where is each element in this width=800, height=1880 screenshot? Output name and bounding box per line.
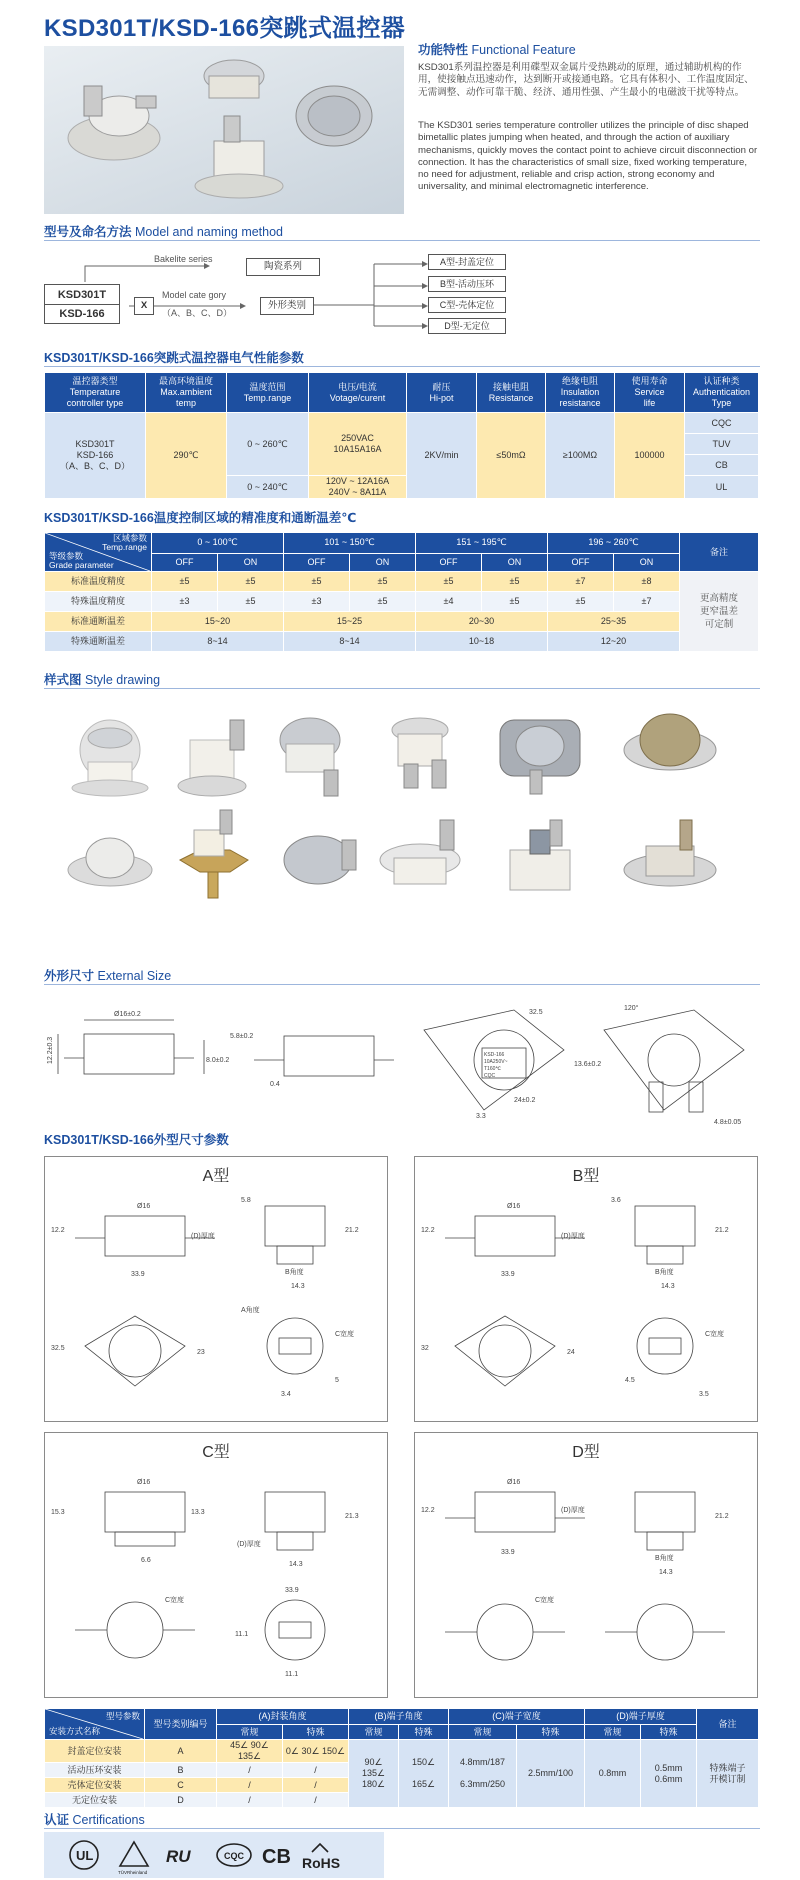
- params-row-a1: /: [217, 1778, 283, 1793]
- bakelite-series-label: Bakelite series: [154, 254, 213, 264]
- elec-cell-life: 100000: [615, 413, 685, 499]
- precision-cell: 8~14: [152, 632, 284, 652]
- style-heading-cn: 样式图: [44, 673, 82, 687]
- style-photo-11: [510, 820, 570, 890]
- dim-ext-1: 12.2±0.3: [47, 1036, 54, 1064]
- params-note-header: 备注: [697, 1709, 759, 1740]
- dim-b-4: 21.2: [715, 1227, 729, 1234]
- params-row-name: 活动压环安装: [45, 1763, 145, 1778]
- precision-row-label: 标准温度精度: [45, 572, 152, 592]
- model-ksd166: KSD-166: [59, 308, 105, 320]
- dim-c-5: (D)厚度: [237, 1541, 261, 1548]
- outline-panel-b: [414, 1156, 758, 1422]
- dim-b-3: (D)厚度: [561, 1233, 585, 1240]
- dim-ext-label-2: T160℃: [484, 1066, 502, 1072]
- precision-cell: ±3: [152, 592, 218, 612]
- naming-heading-en: Model and naming method: [135, 225, 284, 239]
- style-photo-2: [178, 720, 246, 796]
- features-heading: [418, 40, 576, 58]
- dim-b-5: 33.9: [501, 1271, 515, 1278]
- elec-cell-volt2: 120V ~ 12A16A 240V ~ 8A11A: [309, 476, 407, 499]
- dim-b-12: 3.5: [699, 1391, 709, 1398]
- dim-d-6: 14.3: [659, 1569, 673, 1576]
- dim-c-0: Ø16: [137, 1479, 151, 1486]
- features-text-cn: KSD301系列温控器是利用碟型双金属片受热跳动的原理，通过辅助机构的作用，使接触点迅速动作，达到断开或接通电路。它具有体积小、工作温度固定、无需调整、动作可靠干脆、经济、通用性强、产生最小的电磁波干扰等特点。: [418, 62, 754, 98]
- precision-range-4: 196 ~ 260℃: [548, 533, 680, 554]
- dim-c-3: 21.3: [345, 1513, 359, 1520]
- params-sub: 特殊: [283, 1725, 349, 1740]
- params-d-normal: 0.8mm: [585, 1740, 641, 1808]
- type-a-box: A型-封盖定位: [428, 254, 506, 270]
- dim-a-0: 12.2: [51, 1227, 65, 1234]
- params-sub: 特殊: [641, 1725, 697, 1740]
- elec-cell-insulation: ≥100MΩ: [546, 413, 615, 499]
- dim-b-7: 14.3: [661, 1283, 675, 1290]
- outline-panel-b-title: B型: [572, 1168, 600, 1185]
- params-row-code: C: [145, 1778, 217, 1793]
- dim-ext-3: 5.8±0.2: [230, 1033, 254, 1040]
- elec-cell-cert-cb: CB: [685, 455, 759, 476]
- params-sub: 特殊: [399, 1725, 449, 1740]
- params-row-a1: 45∠ 90∠ 135∠: [217, 1740, 283, 1763]
- certs-heading: [44, 1810, 145, 1828]
- dim-d-7: C宽度: [535, 1597, 555, 1604]
- params-row-a: [45, 1740, 759, 1763]
- dim-a-1: Ø16: [137, 1203, 151, 1210]
- dim-c-6: 14.3: [289, 1561, 303, 1568]
- type-d-box: D型-无定位: [428, 318, 506, 334]
- naming-diagram-lines: [44, 244, 644, 340]
- precision-off-4: OFF: [548, 553, 614, 571]
- dim-d-5: B角度: [655, 1555, 674, 1562]
- dim-ext-4: 0.4: [270, 1081, 280, 1088]
- precision-row-label: 标准通断温差: [45, 612, 152, 632]
- params-row-a2: 0∠ 30∠ 150∠: [283, 1740, 349, 1763]
- precision-note: 更高精度 更窄温差 可定制: [680, 572, 759, 652]
- certs-logo-strip: [44, 1832, 384, 1878]
- elec-cell-cert-tuv: TUV: [685, 434, 759, 455]
- params-note: 特殊端子 开模订制: [697, 1740, 759, 1808]
- features-text-en: The KSD301 series temperature controller utilizes the principle of disc shaped bimetallic plates jumping when heated, and through the action of auxiliary mechanisms, quickly moves the contact point to achieve circuit disconnection or connection. It has the characteristics of small size, fixed working temperature, no need for adjustment, reliable and crisp action, strong economy and universality, and minimal electromagnetic interference.: [418, 120, 758, 193]
- style-divider: [44, 688, 760, 689]
- dim-b-2: 12.2: [421, 1227, 435, 1234]
- params-c-normal: 4.8mm/187 6.3mm/250: [449, 1740, 517, 1808]
- dim-c-2: 13.3: [191, 1509, 205, 1516]
- dim-b-8: 32: [421, 1345, 429, 1352]
- params-table: [44, 1708, 758, 1805]
- dim-ext-2: 8.0±0.2: [206, 1057, 230, 1064]
- params-row-a1: /: [217, 1763, 283, 1778]
- dim-d-3: 21.2: [715, 1513, 729, 1520]
- dim-ext-label-3: CQC: [484, 1073, 496, 1079]
- style-photo-7: [68, 838, 152, 886]
- dim-b-9: 24: [567, 1349, 575, 1356]
- precision-cell: ±5: [284, 572, 350, 592]
- cqc-logo-icon: [217, 1844, 251, 1866]
- outline-panel-d: [414, 1432, 758, 1698]
- precision-range-2: 101 ~ 150℃: [284, 533, 416, 554]
- elec-cell-maxtemp: 290℃: [146, 413, 227, 499]
- dim-a-8: 32.5: [51, 1345, 65, 1352]
- precision-cell: 15~25: [284, 612, 416, 632]
- params-group-d: (D)端子厚度: [585, 1709, 697, 1725]
- precision-cell: 15~20: [152, 612, 284, 632]
- elec-heading: KSD301T/KSD-166突跳式温控器电气性能参数: [44, 351, 304, 365]
- precision-row-label: 特殊通断温差: [45, 632, 152, 652]
- outline-panel-d-drawing: [415, 1462, 759, 1692]
- params-corner-header: 型号参数 安装方式名称: [45, 1709, 145, 1740]
- precision-row-label: 特殊温度精度: [45, 592, 152, 612]
- style-photo-5: [500, 720, 580, 794]
- dim-c-1: 15.3: [51, 1509, 65, 1516]
- style-photo-1: [72, 720, 148, 796]
- precision-cell: ±5: [416, 572, 482, 592]
- params-row-a2: /: [283, 1793, 349, 1808]
- dim-c-4: 6.6: [141, 1557, 151, 1564]
- features-heading-en: Functional Feature: [471, 43, 576, 57]
- outline-panel-b-drawing: [415, 1186, 759, 1416]
- precision-row-spec-diff: [45, 632, 759, 652]
- elec-cell-resistance: ≤50mΩ: [477, 413, 546, 499]
- params-sub: 特殊: [517, 1725, 585, 1740]
- params-code-header: 型号类别编号: [145, 1709, 217, 1740]
- params-row-name: 壳体定位安装: [45, 1778, 145, 1793]
- precision-range-1: 0 ~ 100℃: [152, 533, 284, 554]
- certs-divider: [44, 1828, 760, 1829]
- dim-ext-6: 24±0.2: [514, 1097, 536, 1104]
- outline-heading: KSD301T/KSD-166外型尺寸参数: [44, 1133, 229, 1147]
- dim-a-9: 23: [197, 1349, 205, 1356]
- precision-cell: 12~20: [548, 632, 680, 652]
- precision-cell: ±5: [482, 592, 548, 612]
- elec-header-life: 使用寿命 Service life: [615, 373, 685, 413]
- elec-cell-volt1: 250VAC 10A15A16A: [309, 413, 407, 476]
- dim-b-6: B角度: [655, 1269, 674, 1276]
- style-photo-8: [180, 810, 248, 898]
- dim-b-10: C宽度: [705, 1331, 725, 1338]
- dim-ext-8: 120°: [624, 1005, 639, 1012]
- params-group-b: (B)端子角度: [349, 1709, 449, 1725]
- svg-text:CQC: CQC: [224, 1851, 244, 1861]
- precision-cell: ±8: [614, 572, 680, 592]
- dim-b-11: 4.5: [625, 1377, 635, 1384]
- elec-table: [44, 372, 758, 496]
- svg-text:CB: CB: [262, 1846, 291, 1868]
- precision-on-1: ON: [218, 553, 284, 571]
- outline-panel-d-title: D型: [572, 1444, 600, 1461]
- elec-header-maxtemp: 最高环境温度 Max.ambient temp: [146, 373, 227, 413]
- style-photo-10: [380, 820, 460, 884]
- precision-off-3: OFF: [416, 553, 482, 571]
- features-heading-cn: 功能特性: [418, 43, 469, 57]
- precision-off-1: OFF: [152, 553, 218, 571]
- outline-panel-a-drawing: [45, 1186, 389, 1416]
- dim-a-3: 5.8: [241, 1197, 251, 1204]
- style-photo-12: [624, 820, 716, 886]
- elec-header-hipot: 耐压 Hi-pot: [407, 373, 477, 413]
- elec-header-resistance: 接触电阻 Resistance: [477, 373, 546, 413]
- precision-cell: ±5: [218, 592, 284, 612]
- svg-text:RU: RU: [166, 1847, 191, 1866]
- external-heading-en: External Size: [97, 969, 172, 983]
- precision-range-3: 151 ~ 195℃: [416, 533, 548, 554]
- precision-cell: ±7: [548, 572, 614, 592]
- precision-cell: ±3: [284, 592, 350, 612]
- precision-cell: ±5: [218, 572, 284, 592]
- model-category-label: Model cate gory: [162, 290, 227, 300]
- external-size-drawing: [44, 990, 760, 1140]
- params-sub: 常规: [217, 1725, 283, 1740]
- params-sub: 常规: [449, 1725, 517, 1740]
- style-photo-grid: [60, 700, 760, 940]
- certs-heading-cn: 认证: [44, 1813, 70, 1827]
- tuv-logo-icon: [118, 1842, 148, 1875]
- certs-heading-en: Certifications: [72, 1813, 145, 1827]
- elec-header-range: 温度范围 Temp.range: [227, 373, 309, 413]
- ceramic-series-box: 陶瓷系列: [246, 258, 320, 276]
- precision-row-special: [45, 592, 759, 612]
- params-row-a2: /: [283, 1778, 349, 1793]
- style-photo-3: [280, 718, 340, 796]
- outline-panel-a: [44, 1156, 388, 1422]
- precision-row-std-diff: [45, 612, 759, 632]
- params-row-code: A: [145, 1740, 217, 1763]
- precision-cell: ±5: [350, 592, 416, 612]
- params-b-special: 150∠ 165∠: [399, 1740, 449, 1808]
- elec-cell-cert-ul: UL: [685, 476, 759, 499]
- outline-panel-c: [44, 1432, 388, 1698]
- dim-ext-5: 32.5: [529, 1009, 543, 1016]
- dim-c-8: 33.9: [285, 1587, 299, 1594]
- dim-a-7: 14.3: [291, 1283, 305, 1290]
- dim-ext-10: 4.8±0.05: [714, 1119, 742, 1126]
- outline-panel-a-title: A型: [202, 1168, 230, 1185]
- dim-a-2: (D)厚度: [191, 1233, 215, 1240]
- external-heading: [44, 966, 171, 984]
- dim-ext-label-1: 10A250V~: [484, 1059, 508, 1065]
- svg-text:RoHS: RoHS: [302, 1855, 341, 1871]
- rohs-logo-icon: [302, 1844, 340, 1871]
- precision-on-3: ON: [482, 553, 548, 571]
- elec-cell-range2: 0 ~ 240℃: [227, 476, 309, 499]
- ru-logo-icon: [166, 1847, 191, 1866]
- dim-a-4: 21.2: [345, 1227, 359, 1234]
- precision-cell: ±5: [152, 572, 218, 592]
- precision-corner-header: 区域参数 Temp.range 等级参数 Grade parameter: [45, 533, 152, 572]
- elec-header-type: 温控器类型 Temperature controller type: [45, 373, 146, 413]
- elec-cell-cert-cqc: CQC: [685, 413, 759, 434]
- dim-a-10: A角度: [241, 1307, 260, 1314]
- outline-panel-c-title: C型: [202, 1444, 230, 1461]
- params-row-a2: /: [283, 1763, 349, 1778]
- params-group-c: (C)端子宽度: [449, 1709, 585, 1725]
- dim-d-4: 33.9: [501, 1549, 515, 1556]
- model-ksd301t: KSD301T: [45, 285, 119, 305]
- style-photo-9: [284, 836, 356, 884]
- style-photo-4: [392, 718, 448, 788]
- shape-category-box: 外形类别: [260, 297, 314, 315]
- page-title: KSD301T/KSD-166突跳式温控器: [44, 15, 406, 42]
- dim-d-0: Ø16: [507, 1479, 521, 1486]
- precision-note-header: 备注: [680, 533, 759, 572]
- external-heading-cn: 外形尺寸: [44, 969, 95, 983]
- ul-logo-icon: [70, 1841, 98, 1869]
- svg-text:UL: UL: [76, 1848, 94, 1863]
- elec-cell-hipot: 2KV/min: [407, 413, 477, 499]
- naming-divider: [44, 240, 760, 241]
- params-row-name: 封盖定位安装: [45, 1740, 145, 1763]
- dim-ext-0: Ø16±0.2: [114, 1011, 141, 1018]
- elec-header-cert: 认证种类 Authentication Type: [685, 373, 759, 413]
- dim-ext-9: 13.6±0.2: [574, 1061, 602, 1068]
- outline-panel-c-drawing: [45, 1462, 389, 1692]
- precision-cell: ±7: [614, 592, 680, 612]
- precision-cell: 25~35: [548, 612, 680, 632]
- dim-d-1: 12.2: [421, 1507, 435, 1514]
- elec-cell-range1: 0 ~ 260℃: [227, 413, 309, 476]
- dim-a-13: 3.4: [281, 1391, 291, 1398]
- params-sub: 常规: [349, 1725, 399, 1740]
- style-heading-en: Style drawing: [85, 673, 161, 687]
- dim-c-9: 11.1: [235, 1631, 249, 1638]
- type-b-box: B型-活动压环: [428, 276, 506, 292]
- type-c-box: C型-壳体定位: [428, 297, 506, 313]
- dim-a-12: 5: [335, 1377, 339, 1384]
- svg-text:TÜVRheinland: TÜVRheinland: [118, 1870, 148, 1875]
- elec-divider: [44, 366, 760, 367]
- precision-cell: ±5: [482, 572, 548, 592]
- precision-row-standard: [45, 572, 759, 592]
- params-row-a1: /: [217, 1793, 283, 1808]
- naming-heading-cn: 型号及命名方法: [44, 225, 132, 239]
- precision-on-4: ON: [614, 553, 680, 571]
- precision-cell: ±5: [350, 572, 416, 592]
- dim-b-0: Ø16: [507, 1203, 521, 1210]
- dim-d-2: (D)厚度: [561, 1507, 585, 1514]
- naming-heading: [44, 222, 283, 240]
- cb-logo-icon: [262, 1846, 291, 1868]
- dim-a-11: C宽度: [335, 1331, 355, 1338]
- params-row-code: B: [145, 1763, 217, 1778]
- dim-a-6: B角度: [285, 1269, 304, 1276]
- dim-ext-label-0: KSD-166: [484, 1052, 505, 1058]
- precision-on-2: ON: [350, 553, 416, 571]
- params-row-code: D: [145, 1793, 217, 1808]
- hero-product-photo: [44, 46, 404, 214]
- precision-off-2: OFF: [284, 553, 350, 571]
- precision-cell: ±5: [548, 592, 614, 612]
- model-category-sub: （A、B、C、D）: [162, 308, 233, 318]
- x-placeholder-box: X: [134, 297, 154, 315]
- style-photo-6: [624, 714, 716, 770]
- precision-cell: 20~30: [416, 612, 548, 632]
- elec-header-voltage: 电压/电流 Votage/curent: [309, 373, 407, 413]
- model-box: [44, 284, 120, 324]
- params-b-normal: 90∠ 135∠ 180∠: [349, 1740, 399, 1808]
- params-group-a: (A)封装角度: [217, 1709, 349, 1725]
- dim-ext-7: 3.3: [476, 1113, 486, 1120]
- params-sub: 常规: [585, 1725, 641, 1740]
- dim-c-10: 11.1: [285, 1671, 299, 1678]
- params-d-special: 0.5mm 0.6mm: [641, 1740, 697, 1808]
- params-row-name: 无定位安装: [45, 1793, 145, 1808]
- elec-header-insulation: 绝缘电阻 Insulation resistance: [546, 373, 615, 413]
- dim-a-5: 33.9: [131, 1271, 145, 1278]
- dim-c-7: C宽度: [165, 1597, 185, 1604]
- precision-heading: KSD301T/KSD-166温度控制区域的精准度和通断温差℃: [44, 511, 357, 525]
- style-heading: [44, 670, 160, 688]
- precision-cell: ±4: [416, 592, 482, 612]
- precision-table: [44, 532, 758, 650]
- elec-cell-type: KSD301T KSD-166 （A、B、C、D）: [45, 413, 146, 499]
- precision-cell: 10~18: [416, 632, 548, 652]
- dim-b-1: 3.6: [611, 1197, 621, 1204]
- precision-cell: 8~14: [284, 632, 416, 652]
- params-c-special: 2.5mm/100: [517, 1740, 585, 1808]
- external-divider: [44, 984, 760, 985]
